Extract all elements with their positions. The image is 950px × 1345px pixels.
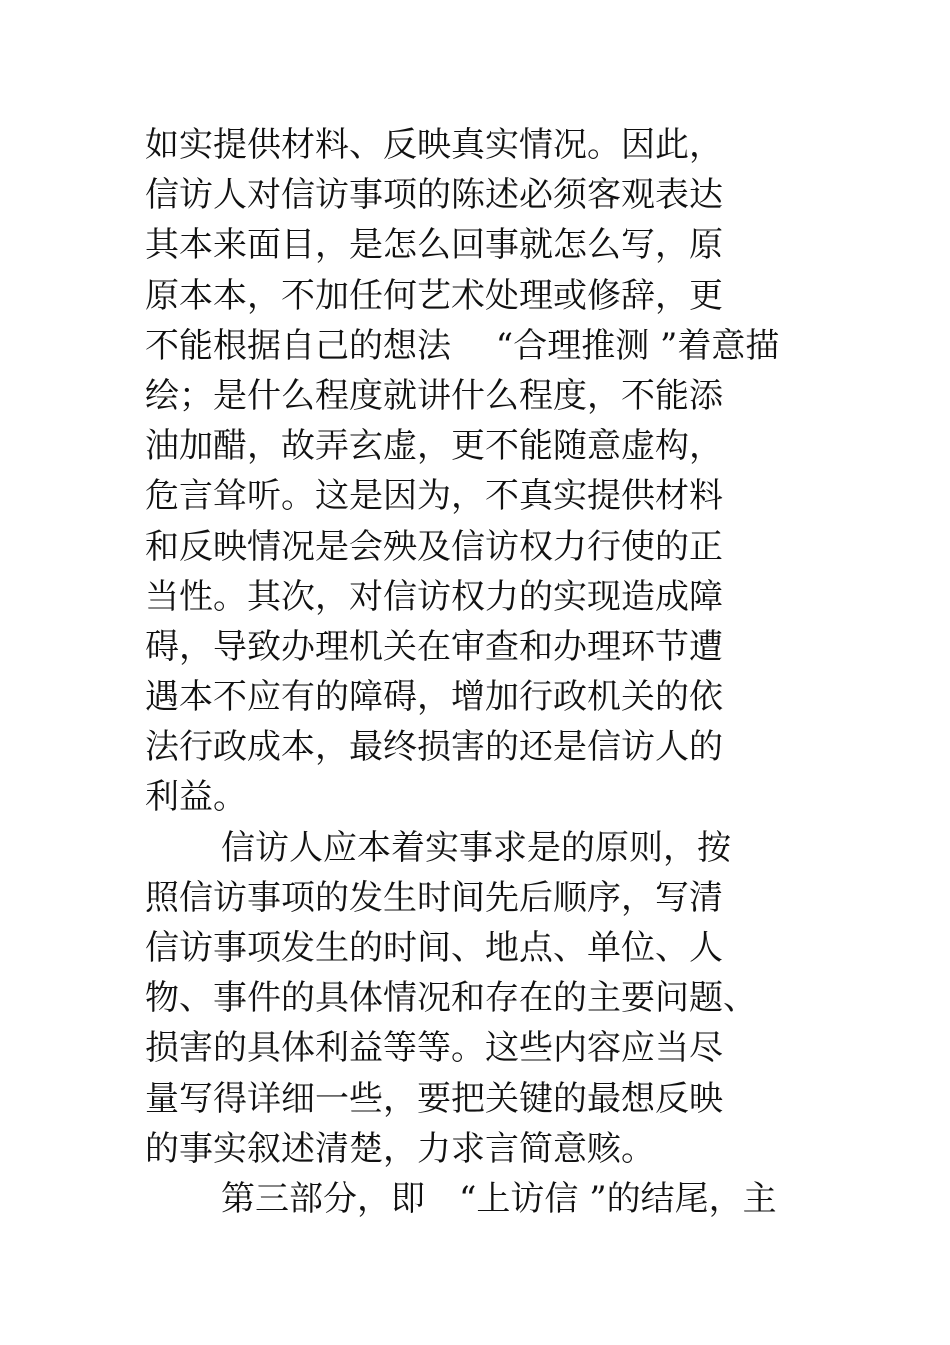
text-line-11: 碍，导致办理机关在审查和办理环节遭 [145,626,723,667]
text-line-5: 不能根据自己的想法 “合理推测 ”着意描 [145,325,780,366]
text-line-12: 遇本不应有的障碍，增加行政机关的依 [145,677,723,718]
text-line-16: 照信访事项的发生时间先后顺序，写清 [145,877,723,918]
text-line-19: 损害的具体利益等等。这些内容应当尽 [145,1028,723,1069]
text-line-6: 绘；是什么程度就讲什么程度，不能添 [145,375,723,416]
text-line-13: 法行政成本，最终损害的还是信访人的 [145,727,723,768]
text-line-4: 原本本，不加任何艺术处理或修辞，更 [145,275,723,316]
text-line-21: 的事实叙述清楚，力求言简意赅。 [145,1128,655,1169]
text-line-8: 危言耸听。这是因为，不真实提供材料 [145,476,723,517]
paragraph-start-line-15: 信访人应本着实事求是的原则，按 [221,827,731,868]
text-line-2: 信访人对信访事项的陈述必须客观表达 [145,175,723,216]
text-line-20: 量写得详细一些，要把关键的最想反映 [145,1078,723,1119]
body-text [145,120,845,1224]
paragraph-start-line-22: 第三部分，即 “上访信 ”的结尾，主 [221,1178,777,1219]
text-line-18: 物、事件的具体情况和存在的主要问题、 [145,978,757,1019]
text-line-17: 信访事项发生的时间、地点、单位、人 [145,928,723,968]
text-line-9: 和反映情况是会殃及信访权力行使的正 [145,526,723,567]
text-line-10: 当性。其次，对信访权力的实现造成障 [145,576,723,617]
text-line-14: 利益。 [145,777,247,818]
text-line-1: 如实提供材料、反映真实情况。因此， [145,125,723,165]
text-line-7: 油加醋，故弄玄虚，更不能随意虚构， [145,426,723,467]
text-line-3: 其本来面目，是怎么回事就怎么写，原 [145,225,723,266]
